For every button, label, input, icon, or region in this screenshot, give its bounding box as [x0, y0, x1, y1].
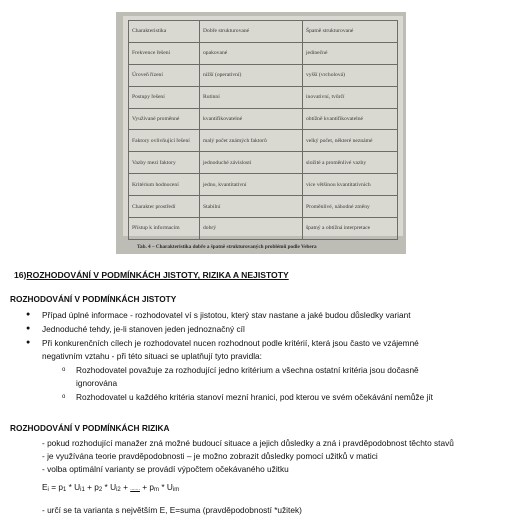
certainty-bullet-1: Případ úplné informace - rozhodovatel ví s jistotou, který stav nastane a jaké budou důsledky variant	[42, 310, 411, 320]
section-title	[14, 270, 289, 281]
table-cell: Faktory ovlivňující řešení	[129, 130, 200, 152]
table-row	[129, 174, 398, 196]
circle-bullet-icon: o	[62, 394, 66, 400]
table-cell: Využívané proměnné	[129, 108, 200, 130]
certainty-bullet-3-line2: negativním vztahu - při této situaci se uplatňují tyto pravidla:	[42, 351, 262, 361]
table-cell: Charakter prostředí	[129, 196, 200, 218]
table-cell: Stabilní	[200, 196, 303, 218]
table-cell: dobrý	[200, 218, 303, 240]
table-cell: Postupy řešení	[129, 86, 200, 108]
section-title-text: ROZHODOVÁNÍ V PODMÍNKÁCH JISTOTY, RIZIKA A NEJISTOTY	[26, 270, 289, 280]
table-cell: Kritérium hodnocení	[129, 174, 200, 196]
risk-line-4: - určí se ta varianta s největším E, E=suma (pravděpodobností *užitek)	[42, 505, 302, 515]
table-cell: nižší (operativní)	[200, 64, 303, 86]
table-row	[129, 64, 398, 86]
table-cell: inovativní, tvůrčí	[303, 86, 398, 108]
circle-bullet-icon: o	[62, 367, 66, 373]
table-cell: špatný a obtížná interpretace	[303, 218, 398, 240]
certainty-heading: ROZHODOVÁNÍ V PODMÍNKÁCH JISTOTY	[10, 294, 177, 304]
table-cell: jednoduché závislosti	[200, 152, 303, 174]
table-cell: opakované	[200, 42, 303, 64]
certainty-sub-2: Rozhodovatel u každého kritéria stanoví mezní hranici, pod kterou ve svém očekávání nemůže jít	[76, 392, 433, 402]
table-cell: Přístup k informacím	[129, 218, 200, 240]
table-row	[129, 86, 398, 108]
risk-line-2: - je využívána teorie pravděpodobnosti – je možno zobrazit důsledky pomocí užitků v matici	[42, 451, 378, 461]
table-cell: obtížně kvantifikovatelné	[303, 108, 398, 130]
table-cell: jedno, kvantitativní	[200, 174, 303, 196]
table-cell: Vazby mezi faktory	[129, 152, 200, 174]
table-cell: Dobře strukturované	[200, 21, 303, 43]
table-cell: Špatně strukturované	[303, 21, 398, 43]
risk-heading: ROZHODOVÁNÍ V PODMÍNKÁCH RIZIKA	[10, 423, 170, 433]
risk-line-3: - volba optimální varianty se provádí výpočtem očekávaného užitku	[42, 464, 289, 474]
table-cell: Charakteristika	[129, 21, 200, 43]
table-cell: malý počet známých faktorů	[200, 130, 303, 152]
bullet-icon: ●	[26, 325, 31, 332]
table-row	[129, 108, 398, 130]
table-row	[129, 218, 398, 240]
table-cell: Rutinní	[200, 86, 303, 108]
bullet-icon: ●	[26, 339, 31, 346]
certainty-bullet-3-line1: Při konkurenčních cílech je rozhodovatel nucen rozhodnout podle kritérií, která jsou často ve vzájemné	[42, 338, 419, 348]
section-number: 16)	[14, 270, 27, 280]
table-cell: více většinou kvantitativních	[303, 174, 398, 196]
table-cell: složité a proměnlivé vazby	[303, 152, 398, 174]
table-row	[129, 21, 398, 43]
bullet-icon: ●	[26, 311, 31, 318]
table-row	[129, 42, 398, 64]
table-row	[129, 152, 398, 174]
certainty-sub-1-line1: Rozhodovatel považuje za rozhodující jedno kritérium a všechna ostatní kritéria jsou dočasně	[76, 365, 419, 375]
table-cell: velký počet, některé neznámé	[303, 130, 398, 152]
risk-line-1: - pokud rozhodující manažer zná možné budoucí situace a jejich důsledky a zná i pravděpodobnost těchto stavů	[42, 438, 454, 448]
certainty-sub-1-line2: ignorována	[76, 378, 118, 388]
certainty-bullet-2: Jednoduché tehdy, je-li stanoven jeden jednoznačný cíl	[42, 324, 245, 334]
table-cell: vyšší (vrcholová)	[303, 64, 398, 86]
table-caption: Tab. 4 – Charakteristika dobře a špatně strukturovaných problémů podle Vebera	[137, 244, 317, 250]
table-row	[129, 130, 398, 152]
table-cell: jedinečné	[303, 42, 398, 64]
table-row	[129, 196, 398, 218]
scanned-table-photo	[116, 12, 406, 254]
expected-utility-formula: Ei = p1 * Ui1 + p2 * Ui2 + ....... + pm * Uim	[42, 482, 180, 493]
structured-problems-table	[128, 20, 398, 240]
table-cell: Úroveň řízení	[129, 64, 200, 86]
scanned-table-paper	[123, 16, 403, 250]
table-cell: kvantifikovatelné	[200, 108, 303, 130]
table-cell: Proměnlivé, náhodné změny	[303, 196, 398, 218]
table-cell: Frekvence řešení	[129, 42, 200, 64]
